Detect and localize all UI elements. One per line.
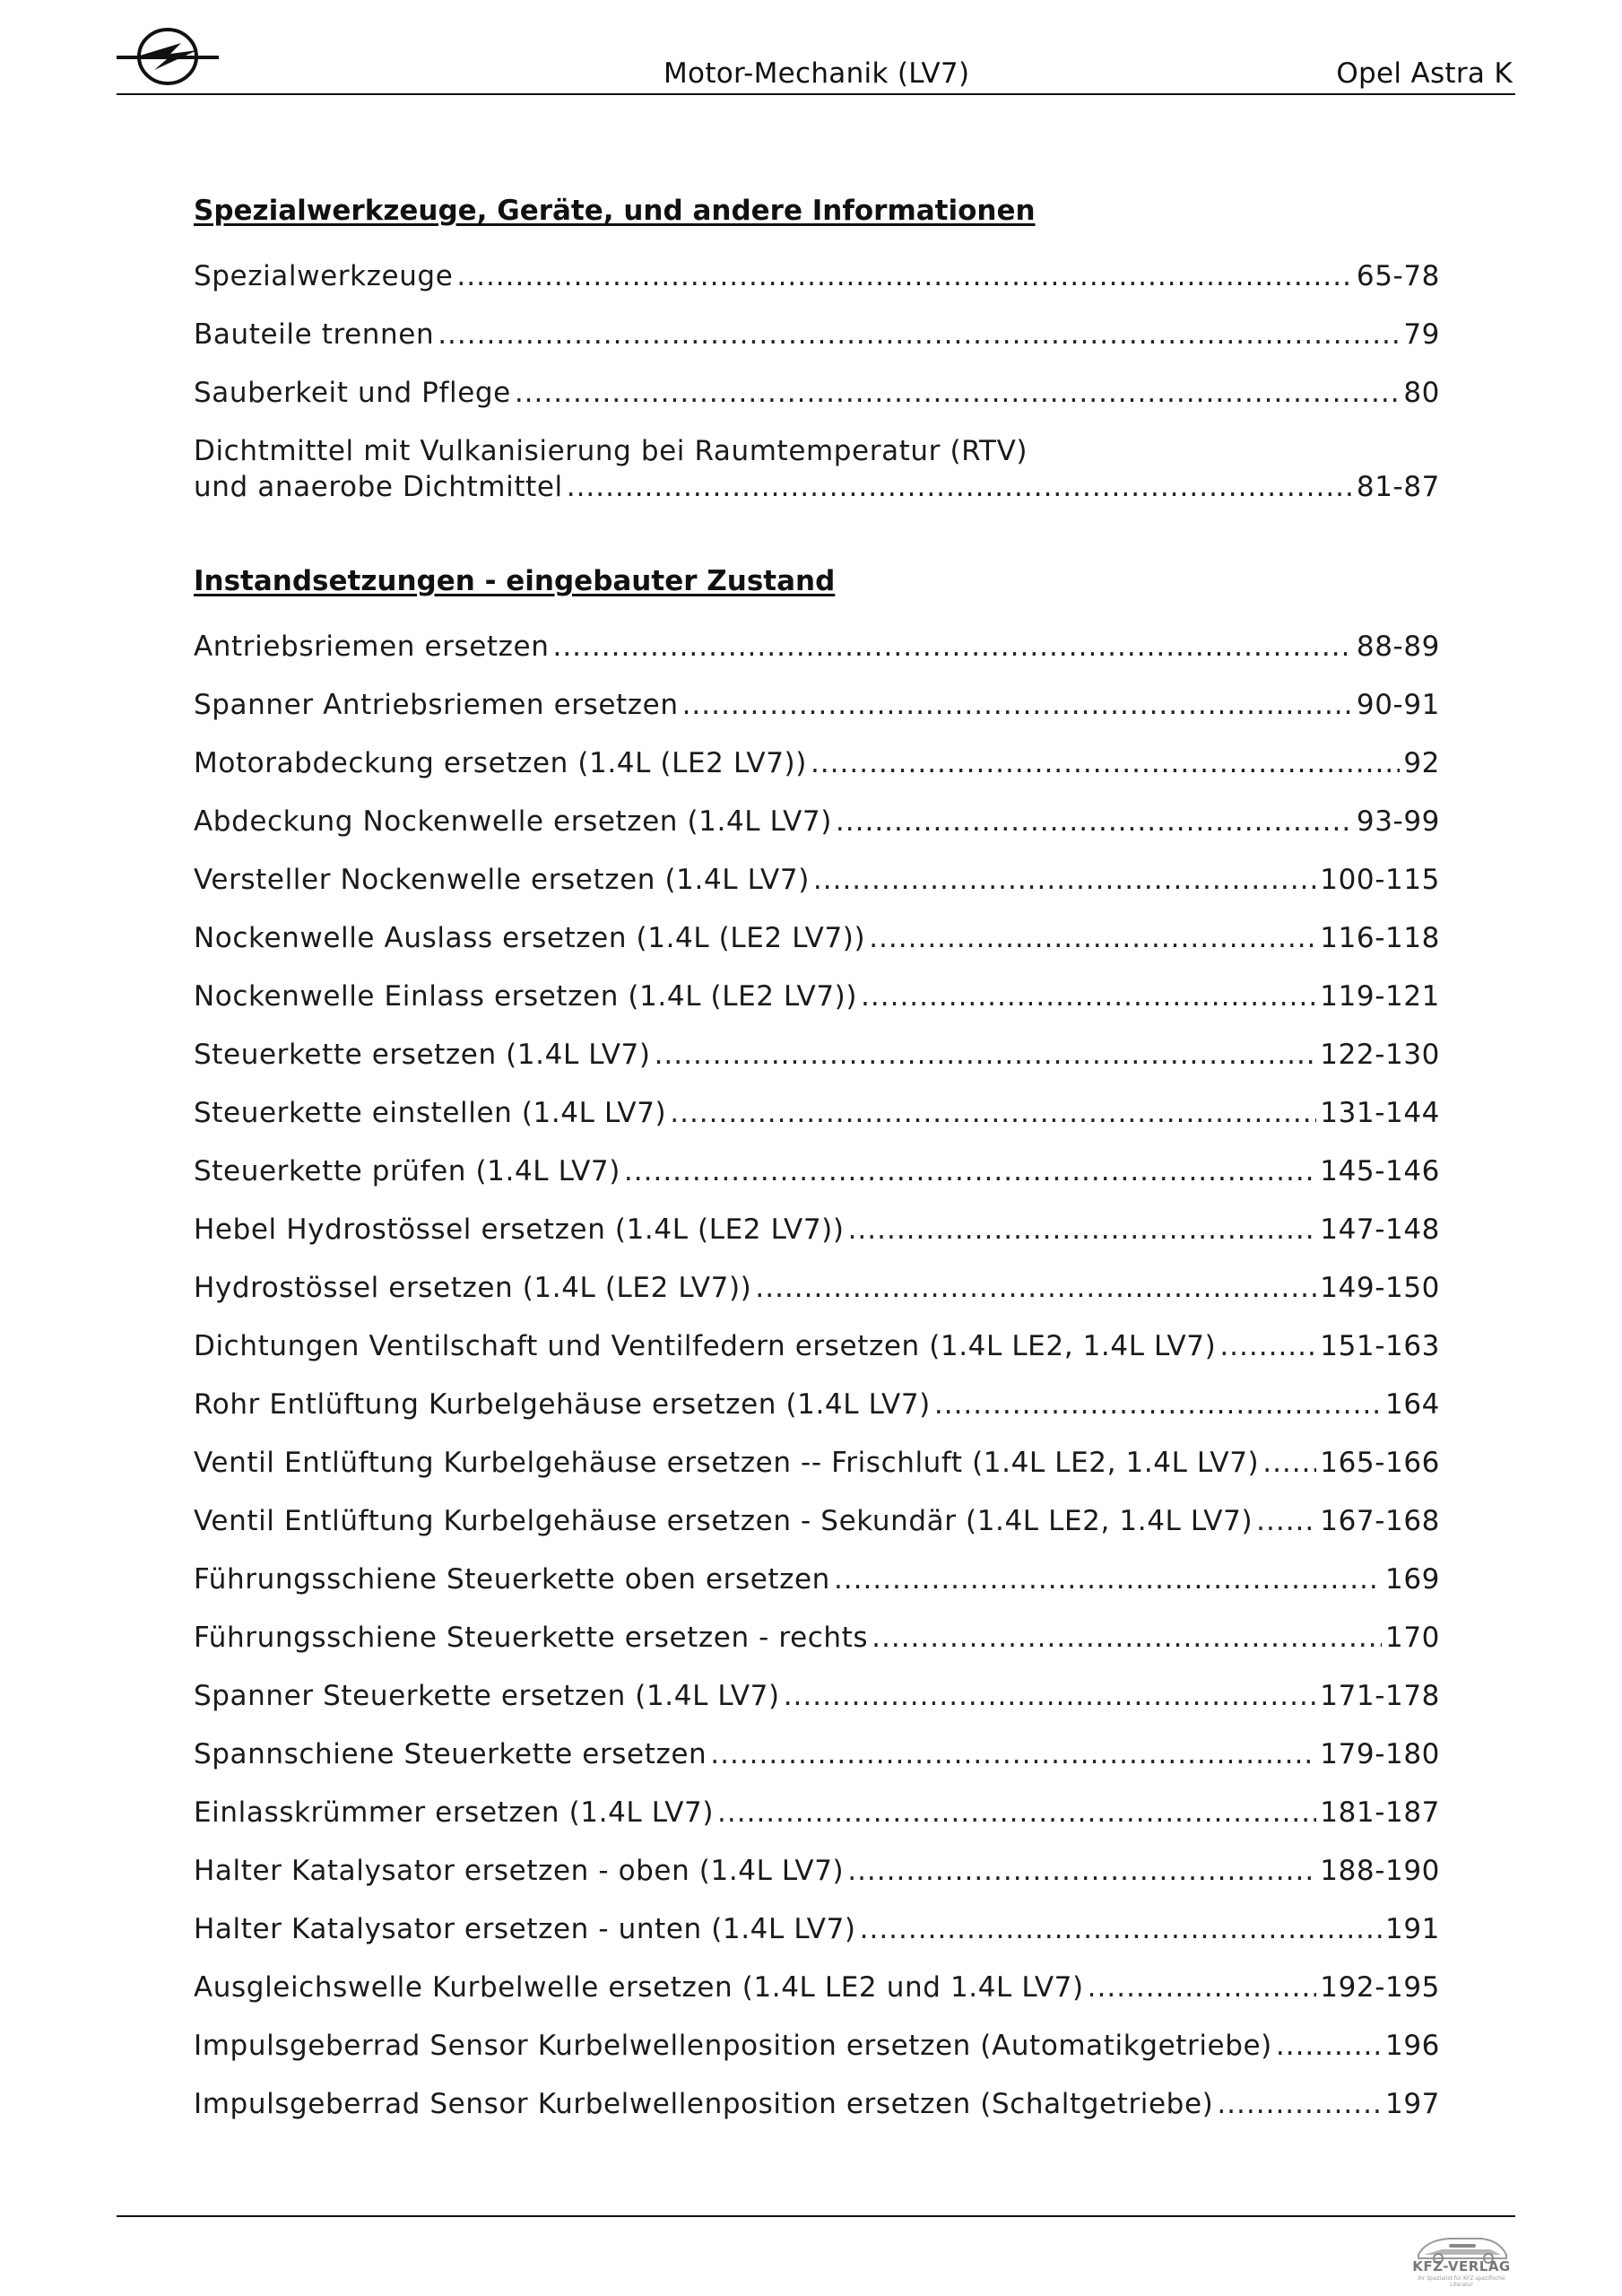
- dot-leader: [872, 1609, 1382, 1667]
- toc-entry-label: Impulsgeberrad Sensor Kurbelwellenposition ersetzen (Automatikgetriebe): [194, 2030, 1272, 2062]
- dot-leader: [515, 364, 1401, 422]
- header-title: Motor-Mechanik (LV7): [664, 57, 970, 90]
- toc-entry[interactable]: [194, 1201, 1440, 1259]
- dot-leader: [1262, 1434, 1316, 1492]
- dot-leader: [456, 248, 1353, 306]
- toc-entry-pages: 170: [1385, 1622, 1440, 1654]
- toc-entry[interactable]: [194, 248, 1440, 306]
- toc-entry-label: Nockenwelle Einlass ersetzen (1.4L (LE2 LV7)): [194, 980, 858, 1013]
- toc-entry-pages: 179-180: [1320, 1738, 1440, 1770]
- toc-entry-pages: 131-144: [1320, 1097, 1440, 1129]
- toc-entry[interactable]: [194, 1667, 1440, 1726]
- publisher-name: KFZ-VERLAG: [1412, 2258, 1511, 2274]
- toc-entry[interactable]: [194, 1609, 1440, 1667]
- toc-entry-pages: 169: [1385, 1563, 1440, 1596]
- toc-entry[interactable]: [194, 1084, 1440, 1143]
- toc-entry-pages: 167-168: [1320, 1505, 1440, 1537]
- toc-entry-pages: 151-163: [1320, 1330, 1440, 1362]
- toc-entry-pages: 165-166: [1320, 1447, 1440, 1479]
- dot-leader: [1088, 1959, 1317, 2017]
- toc-entry[interactable]: [194, 1842, 1440, 1900]
- dot-leader: [861, 968, 1316, 1026]
- dot-leader: [567, 469, 1353, 505]
- toc-entry[interactable]: [194, 1318, 1440, 1376]
- toc-entry-pages: 93-99: [1356, 805, 1440, 838]
- toc-entry-label-line1: Dichtmittel mit Vulkanisierung bei Raumtemperatur (RTV): [194, 435, 1028, 467]
- toc-entry-pages: 90-91: [1356, 689, 1440, 721]
- dot-leader: [1217, 2075, 1382, 2134]
- dot-leader: [552, 618, 1352, 676]
- toc-section-repairs-installed: [194, 559, 1440, 2134]
- toc-entry-pages: 122-130: [1320, 1039, 1440, 1071]
- toc-entry-label: Ausgleichswelle Kurbelwelle ersetzen (1.4L LE2 und 1.4L LV7): [194, 1971, 1084, 2004]
- toc-section-special-tools: [194, 188, 1440, 516]
- toc-entry-label: Steuerkette ersetzen (1.4L LV7): [194, 1039, 651, 1071]
- dot-leader: [655, 1026, 1317, 1084]
- toc-entry-label: Steuerkette einstellen (1.4L LV7): [194, 1097, 667, 1129]
- toc-entry[interactable]: [194, 1726, 1440, 1784]
- dot-leader: [860, 1900, 1382, 1959]
- publisher-tagline: Ihr Spezialist für KFZ-spezifische Literatur: [1418, 2275, 1505, 2288]
- dot-leader: [1256, 1492, 1316, 1551]
- dot-leader: [836, 793, 1353, 851]
- toc-entry-label: Spezialwerkzeuge: [194, 260, 454, 292]
- toc-entry-pages: 116-118: [1320, 922, 1440, 954]
- toc-entry[interactable]: [194, 306, 1440, 364]
- dot-leader: [834, 1551, 1382, 1609]
- toc-entry-label: Halter Katalysator ersetzen - oben (1.4L LV7): [194, 1855, 845, 1887]
- dot-leader: [813, 851, 1316, 909]
- dot-leader: [869, 909, 1316, 968]
- dot-leader: [670, 1084, 1316, 1143]
- toc-entry[interactable]: [194, 1376, 1440, 1434]
- toc-entry[interactable]: [194, 364, 1440, 422]
- toc-entry-label: Halter Katalysator ersetzen - unten (1.4L LV7): [194, 1913, 856, 1945]
- toc-entry-pages: 92: [1403, 747, 1440, 779]
- toc-entry-pages: 188-190: [1320, 1855, 1440, 1887]
- toc-entry-pages: 181-187: [1320, 1796, 1440, 1829]
- toc-entry-pages: 164: [1385, 1388, 1440, 1421]
- toc-entry[interactable]: [194, 422, 1440, 516]
- dot-leader: [682, 676, 1353, 735]
- toc-entry[interactable]: [194, 1551, 1440, 1609]
- footer-divider: [117, 2215, 1515, 2217]
- dot-leader: [934, 1376, 1382, 1434]
- toc-entry[interactable]: [194, 1434, 1440, 1492]
- toc-entry-pages: 65-78: [1356, 260, 1440, 292]
- toc-entry-pages: 149-150: [1320, 1272, 1440, 1304]
- toc-entry-pages: 80: [1403, 377, 1440, 409]
- dot-leader: [811, 735, 1400, 793]
- toc-entry-label: Sauberkeit und Pflege: [194, 377, 511, 409]
- toc-entry-pages: 191: [1385, 1913, 1440, 1945]
- dot-leader: [847, 1842, 1316, 1900]
- dot-leader: [624, 1143, 1316, 1201]
- dot-leader: [755, 1259, 1316, 1318]
- dot-leader: [438, 306, 1400, 364]
- section-title: Spezialwerkzeuge, Geräte, und andere Informationen: [194, 195, 1036, 227]
- opel-logo-icon: [115, 23, 221, 90]
- toc-entry-list: [194, 618, 1440, 2134]
- toc-entry-label: Führungsschiene Steuerkette oben ersetzen: [194, 1563, 830, 1596]
- toc-entry[interactable]: [194, 1143, 1440, 1201]
- toc-entry-pages: 196: [1385, 2030, 1440, 2062]
- dot-leader: [710, 1726, 1316, 1784]
- dot-leader: [1219, 1318, 1316, 1376]
- toc-entry[interactable]: [194, 1900, 1440, 1959]
- section-title: Instandsetzungen - eingebauter Zustand: [194, 565, 836, 597]
- toc-entry-label: Einlasskrümmer ersetzen (1.4L LV7): [194, 1796, 715, 1829]
- dot-leader: [717, 1784, 1316, 1842]
- toc-entry[interactable]: [194, 676, 1440, 735]
- toc-entry-label: Steuerkette prüfen (1.4L LV7): [194, 1155, 620, 1187]
- toc-entry[interactable]: [194, 1492, 1440, 1551]
- dot-leader: [1276, 2017, 1382, 2075]
- toc-entry[interactable]: [194, 1959, 1440, 2017]
- toc-entry[interactable]: [194, 1784, 1440, 1842]
- toc-entry[interactable]: [194, 618, 1440, 676]
- header-model: Opel Astra K: [1336, 57, 1513, 90]
- toc-entry[interactable]: [194, 1026, 1440, 1084]
- toc-entry-pages: 79: [1403, 318, 1440, 351]
- page-header: [0, 0, 1622, 99]
- toc-entry[interactable]: [194, 735, 1440, 793]
- toc-entry[interactable]: [194, 968, 1440, 1026]
- toc-entry-label: Versteller Nockenwelle ersetzen (1.4L LV7): [194, 864, 810, 896]
- toc-entry-label: Antriebsriemen ersetzen: [194, 631, 550, 663]
- toc-entry-label: Motorabdeckung ersetzen (1.4L (LE2 LV7)): [194, 747, 807, 779]
- toc-entry-label: Ventil Entlüftung Kurbelgehäuse ersetzen -- Frischluft (1.4L LE2, 1.4L LV7): [194, 1447, 1260, 1479]
- toc-entry-label: Dichtungen Ventilschaft und Ventilfedern ersetzen (1.4L LE2, 1.4L LV7): [194, 1330, 1217, 1362]
- table-of-contents: [194, 188, 1440, 2177]
- toc-entry[interactable]: [194, 793, 1440, 851]
- toc-entry-pages: 197: [1385, 2088, 1440, 2120]
- toc-entry[interactable]: [194, 2075, 1440, 2134]
- toc-entry-label: Hydrostössel ersetzen (1.4L (LE2 LV7)): [194, 1272, 752, 1304]
- toc-entry[interactable]: [194, 851, 1440, 909]
- toc-entry-label: und anaerobe Dichtmittel: [194, 471, 563, 503]
- toc-entry-pages: 100-115: [1320, 864, 1440, 896]
- toc-entry-label: Spannschiene Steuerkette ersetzen: [194, 1738, 707, 1770]
- toc-entry-label: Nockenwelle Auslass ersetzen (1.4L (LE2 LV7)): [194, 922, 866, 954]
- toc-entry-pages: 192-195: [1320, 1971, 1440, 2004]
- toc-entry-label: Führungsschiene Steuerkette ersetzen - rechts: [194, 1622, 869, 1654]
- toc-entry-label: Impulsgeberrad Sensor Kurbelwellenposition ersetzen (Schaltgetriebe): [194, 2088, 1214, 2120]
- header-divider: [117, 93, 1515, 95]
- dot-leader: [784, 1667, 1317, 1726]
- toc-entry[interactable]: [194, 1259, 1440, 1318]
- toc-entry-pages: 81-87: [1356, 471, 1440, 503]
- toc-entry-pages: 88-89: [1356, 631, 1440, 663]
- toc-entry[interactable]: [194, 909, 1440, 968]
- toc-entry-pages: 119-121: [1320, 980, 1440, 1013]
- toc-entry-label: Abdeckung Nockenwelle ersetzen (1.4L LV7): [194, 805, 832, 838]
- toc-entry-pages: 145-146: [1320, 1155, 1440, 1187]
- toc-entry[interactable]: [194, 2017, 1440, 2075]
- dot-leader: [848, 1201, 1317, 1259]
- toc-entry-label: Spanner Antriebsriemen ersetzen: [194, 689, 679, 721]
- toc-entry-label: Hebel Hydrostössel ersetzen (1.4L (LE2 LV7)): [194, 1213, 845, 1246]
- toc-entry-label: Rohr Entlüftung Kurbelgehäuse ersetzen (1.4L LV7): [194, 1388, 931, 1421]
- toc-entry-label: Spanner Steuerkette ersetzen (1.4L LV7): [194, 1680, 780, 1712]
- toc-entry-pages: 171-178: [1320, 1680, 1440, 1712]
- toc-entry-label: Bauteile trennen: [194, 318, 435, 351]
- toc-entry-label: Ventil Entlüftung Kurbelgehäuse ersetzen - Sekundär (1.4L LE2, 1.4L LV7): [194, 1505, 1253, 1537]
- toc-entry-pages: 147-148: [1320, 1213, 1440, 1246]
